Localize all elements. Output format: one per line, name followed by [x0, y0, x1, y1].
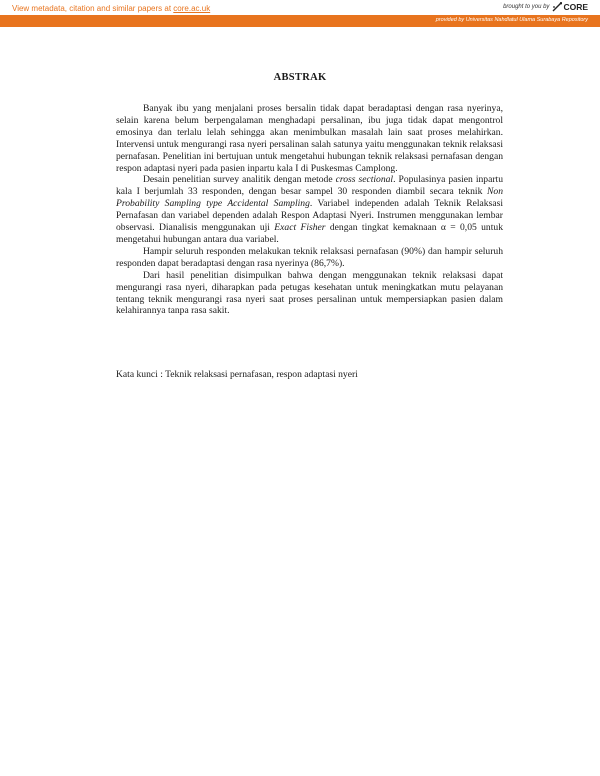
- keywords-line: Kata kunci : Teknik relaksasi pernafasan, respon adaptasi nyeri: [116, 369, 358, 380]
- abstract-body: [116, 103, 503, 317]
- core-brand: [503, 2, 588, 12]
- paragraph-text: Desain penelitian survey analitik dengan metode: [143, 174, 336, 186]
- core-metadata-link[interactable]: [12, 4, 210, 13]
- abstract-paragraph: [116, 103, 503, 174]
- brought-by-text: brought to you by: [503, 4, 550, 10]
- core-logo-text: CORE: [563, 2, 588, 12]
- core-logo[interactable]: [552, 2, 588, 12]
- italic-term: Exact Fisher: [274, 222, 326, 234]
- abstract-title: ABSTRAK: [273, 72, 327, 83]
- abstract-paragraph: [116, 270, 503, 318]
- abstract-paragraph: [116, 246, 503, 270]
- italic-term: cross sectional: [335, 174, 394, 186]
- abstract-paragraph: [116, 174, 503, 245]
- paragraph-text: dengan tingkat kemaknaan α = 0,05 untuk mengetahui hubungan antara dua variabel.: [116, 222, 503, 245]
- core-provided-text[interactable]: provided by Universitas Nahdlatul Ulama Surabaya Repository: [435, 17, 588, 23]
- core-header: [0, 0, 600, 15]
- italic-term: Non Probability Sampling type Accidental Sampling: [116, 186, 503, 210]
- core-link-domain[interactable]: core.ac.uk: [173, 4, 211, 13]
- paragraph-text: Banyak ibu yang menjalani proses bersalin tidak dapat beradaptasi dengan rasa nyerinya, selain karena belum berpengalaman menghadapi persalinan, ibu juga tidak dapat mengontrol emosinya dan terlalu lelah sehingga akan menimbulkan masalah lain saat proses melahirkan. Intervensi untuk mengurangi rasa nyeri persalinan salah satunya yaitu menggunakan teknik relaksasi pernafasan. Penelitian ini bertujuan untuk mengetahui hubungan teknik relaksasi pernafasan dengan respon adaptasi nyeri pada pasien inpartu kala I di Puskesmas Camplong.: [116, 103, 503, 174]
- core-link-prefix: View metadata, citation and similar papers at: [12, 4, 174, 13]
- paragraph-text: . Variabel independen adalah Teknik Relaksasi Pernafasan dan variabel dependen adalah Respon Adaptasi Nyeri. Instrumen menggunakan lembar observasi. Dianalisis menggunakan uji: [116, 198, 503, 234]
- core-logo-icon: [552, 2, 562, 12]
- paragraph-text: Dari hasil penelitian disimpulkan bahwa dengan menggunakan teknik relaksasi dapat mengurangi rasa nyeri, diharapkan pada petugas kesehatan untuk meningkatkan mutu pelayanan tentang teknik mengurangi rasa nyeri saat proses persalinan untuk mempersiapkan pasien dalam kelahirannya tanpa rasa sakit.: [116, 269, 503, 317]
- paragraph-text: . Populasinya pasien inpartu kala I berjumlah 33 responden, dengan besar sampel 30 responden diambil secara teknik: [116, 174, 504, 198]
- paragraph-text: Hampir seluruh responden melakukan teknik relaksasi pernafasan (90%) dan hampir seluruh responden dapat beradaptasi dengan rasa nyerinya (86,7%).: [116, 245, 503, 269]
